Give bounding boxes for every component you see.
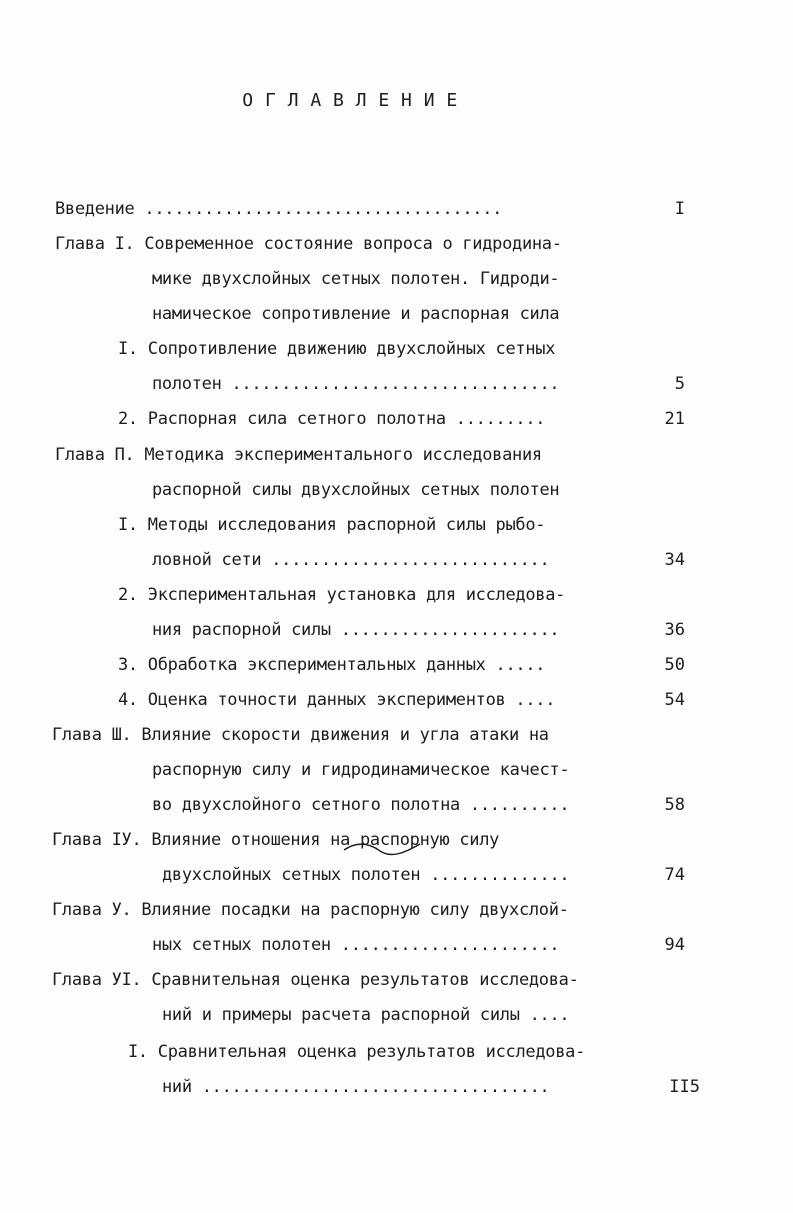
page-number-section-1-1: 5 [674, 374, 685, 394]
toc-entry-chapter-3-cont2: во двухслойного сетного полотна .......... [152, 795, 570, 815]
page-number-section-2-3: 50 [664, 655, 685, 675]
toc-entry-section-6-1: I. Сравнительная оценка результатов исследова- [128, 1042, 586, 1062]
toc-entry-chapter-3: Глава Ш. Влияние скорости движения и угла атаки на [52, 725, 549, 745]
page-number-section-1-2: 21 [664, 409, 685, 429]
page-number-chapter-5: 94 [664, 935, 685, 955]
toc-entry-chapter-5: Глава У. Влияние посадки на распорную силу двухслой- [52, 900, 569, 920]
ratio-symbol-mark [342, 838, 422, 860]
toc-entry-intro: Введение .................................... [55, 199, 503, 219]
toc-entry-chapter-6: Глава УI. Сравнительная оценка результатов исследова- [52, 970, 579, 990]
toc-entry-section-2-1-cont: ловной сети ............................ [152, 550, 550, 570]
toc-entry-chapter-4: Глава IУ. Влияние отношения на распорную силу [52, 830, 500, 850]
toc-entry-section-1-2: 2. Распорная сила сетного полотна ......... [118, 409, 546, 429]
toc-entry-section-2-3: 3. Обработка экспериментальных данных ..... [118, 655, 546, 675]
page-number-section-2-2: 36 [664, 620, 685, 640]
toc-entry-chapter-6-cont: ний и примеры расчета распорной силы .... [162, 1005, 570, 1025]
page-number-section-6-1: II5 [669, 1077, 700, 1097]
toc-entry-chapter-1-cont: мике двухслойных сетных полотен. Гидроди- [152, 269, 560, 289]
toc-entry-chapter-4-cont: двухслойных сетных полотен .............. [162, 865, 570, 885]
toc-entry-chapter-1: Глава I. Современное состояние вопроса о гидродина- [55, 234, 562, 254]
page-number-section-2-1: 34 [664, 550, 685, 570]
page-number-chapter-4: 74 [664, 865, 685, 885]
page-title: О Г Л А В Л Е Н И Е [242, 90, 458, 111]
toc-entry-section-1-1: I. Сопротивление движению двухслойных сетных [118, 339, 556, 359]
toc-entry-chapter-2-cont: распорной силы двухслойных сетных полотен [152, 480, 560, 500]
toc-entry-chapter-2: Глава П. Методика экспериментального исследования [55, 445, 542, 465]
toc-entry-section-6-1-cont: ний ................................... [162, 1077, 550, 1097]
toc-entry-section-1-1-cont: полотен ................................. [152, 374, 560, 394]
toc-entry-section-2-2-cont: ния распорной силы ...................... [152, 620, 560, 640]
toc-entry-chapter-3-cont: распорную силу и гидродинамическое качест- [152, 760, 570, 780]
toc-entry-section-2-2: 2. Экспериментальная установка для исследова- [118, 585, 566, 605]
toc-entry-chapter-5-cont: ных сетных полотен ...................... [152, 935, 560, 955]
toc-entry-section-2-1: I. Методы исследования распорной силы рыбо- [118, 515, 546, 535]
page-number-intro: I [674, 199, 685, 219]
toc-entry-section-2-4: 4. Оценка точности данных экспериментов .... [118, 690, 556, 710]
toc-entry-chapter-1-cont2: намическое сопротивление и распорная сила [152, 304, 560, 324]
page-number-chapter-3: 58 [664, 795, 685, 815]
page-number-section-2-4: 54 [664, 690, 685, 710]
